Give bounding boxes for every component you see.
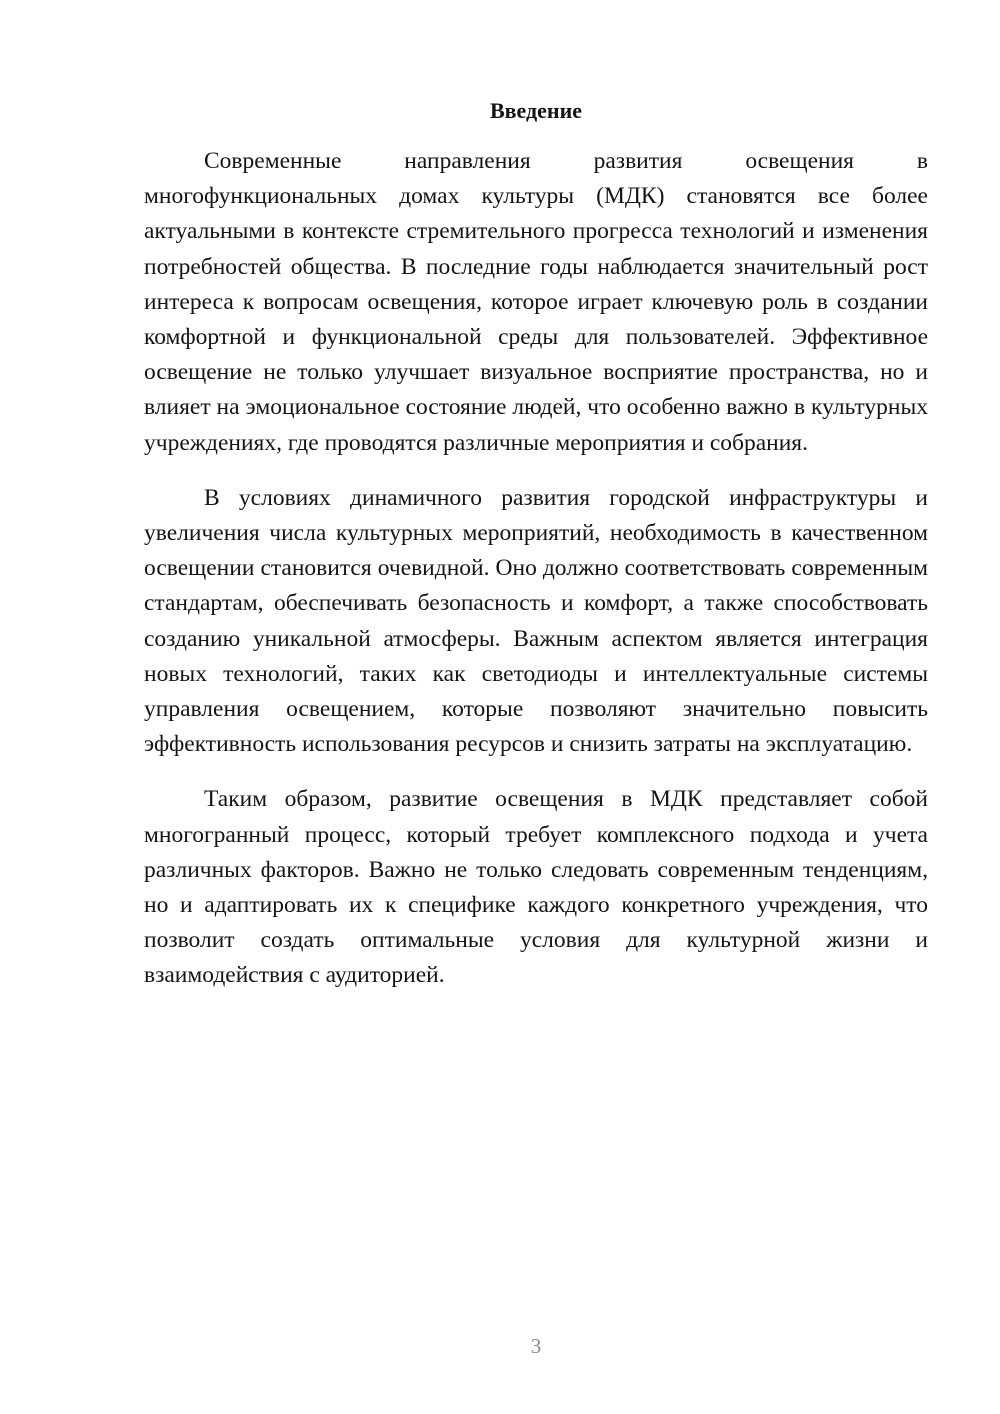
paragraph: Современные направления развития освещения в многофункциональных домах культуры (МДК) становятся все более актуальными в контексте стремительного прогресса технологий и изменения потребностей общества. В последние годы наблюдается значительный рост интереса к вопросам освещения, которое играет ключевую роль в создании комфортной и функциональной среды для пользователей. Эффективное освещение не только улучшает визуальное восприятие пространства, но и влияет на эмоциональное состояние людей, что особенно важно в культурных учреждениях, где проводятся различные мероприятия и собрания. [144,148,928,456]
section-heading: Введение [489,98,583,123]
paragraph: Таким образом, развитие освещения в МДК представляет собой многогранный процесс, который требует комплексного подхода и учета различных факторов. Важно не только следовать современным тенденциям, но и адаптировать их к специфике каждого конкретного учреждения, что позволит создать оптимальные условия для культурной жизни и взаимодействия с аудиторией. [144,786,928,989]
body-text [144,144,928,1014]
paragraph: В условиях динамичного развития городской инфраструктуры и увеличения числа культурных мероприятий, необходимость в качественном освещении становится очевидной. Оно должно соответствовать современным стандартам, обеспечивать безопасность и комфорт, а также способствовать созданию уникальной атмосферы. Важным аспектом является интеграция новых технологий, таких как светодиоды и интеллектуальные системы управления освещением, которые позволяют значительно повысить эффективность использования ресурсов и снизить затраты на эксплуатацию. [144,484,928,758]
page-number: 3 [530,1334,542,1358]
